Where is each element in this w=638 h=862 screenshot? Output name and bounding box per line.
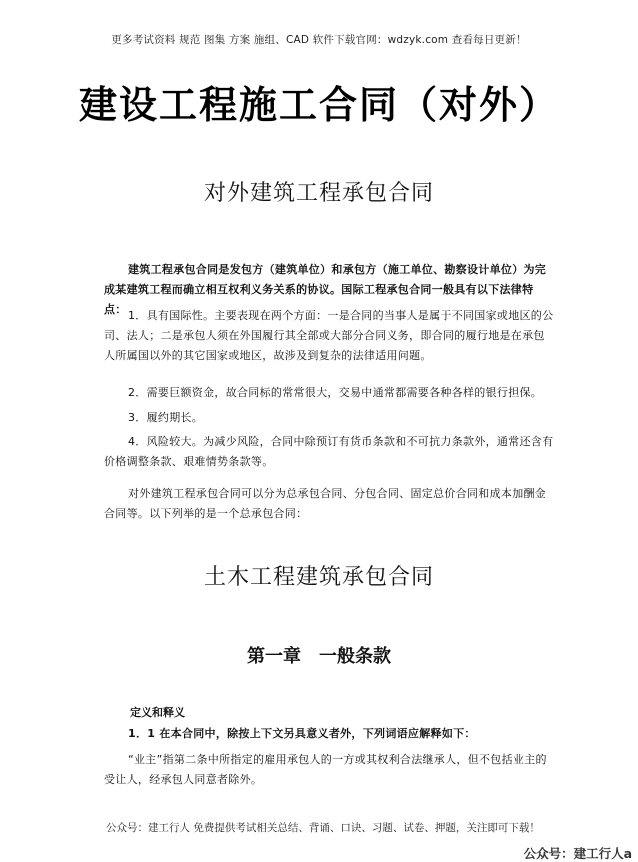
footer-note: 公众号：建工行人 免费提供考试相关总结、背诵、口诀、习题、试卷、押题，关注即可下载！ xyxy=(106,822,540,834)
header-note: 更多考试资料 规范 图集 方案 施组、CAD 软件下载官网：wdzyk.com 查看每日更新！ xyxy=(111,34,527,46)
feature-item-4: 4．风险较大。为减少风险，合同中除预订有货币条款和不可抗力条款外，通常还含有价格调整条款、艰难情势条款等。 xyxy=(104,435,554,468)
employer-definition: “业主”指第二条中所指定的雇用承包人的一方或其权利合法继承人，但不包括业主的受让人，经承包人同意者除外。 xyxy=(104,753,547,786)
feature-item-2: 2．需要巨额资金，故合同标的常常很大，交易中通常都需要各种各样的银行担保。 xyxy=(128,386,543,399)
document-subtitle: 对外建筑工程承包合同 xyxy=(203,181,434,206)
section-title: 土木工程建筑承包合同 xyxy=(203,565,434,590)
feature-item-1: 1．具有国际性。主要表现在两个方面：一是合同的当事人是属于不同国家或地区的公司、法人；二是承包人须在外国履行其全部或大部分合同义务，即合同的履行地是在承包人所属国以外的其它国家或地区，故涉及到复杂的法律适用问题。 xyxy=(104,309,554,362)
watermark-text: 公众号：建工行人a xyxy=(523,846,632,861)
contract-types-paragraph: 对外建筑工程承包合同可以分为总承包合同、分包合同、固定总价合同和成本加酬金合同等。以下列举的是一个总承包合同： xyxy=(104,487,547,520)
definitions-heading: 定义和释义 xyxy=(130,706,185,719)
document-title: 建设工程施工合同（对外） xyxy=(78,82,559,127)
feature-item-3: 3．履约期长。 xyxy=(128,411,204,424)
clause-1-1: 1．1 在本合同中，除按上下文另具意义者外，下列词语应解释如下： xyxy=(128,727,476,740)
chapter-title: 第一章 一般条款 xyxy=(247,646,391,667)
intro-paragraph: 建筑工程承包合同是发包方（建筑单位）和承包方（施工单位、勘察设计单位）为完成某建筑工程而确立相互权利义务关系的协议。国际工程承包合同一般具有以下法律特点： xyxy=(104,263,547,316)
